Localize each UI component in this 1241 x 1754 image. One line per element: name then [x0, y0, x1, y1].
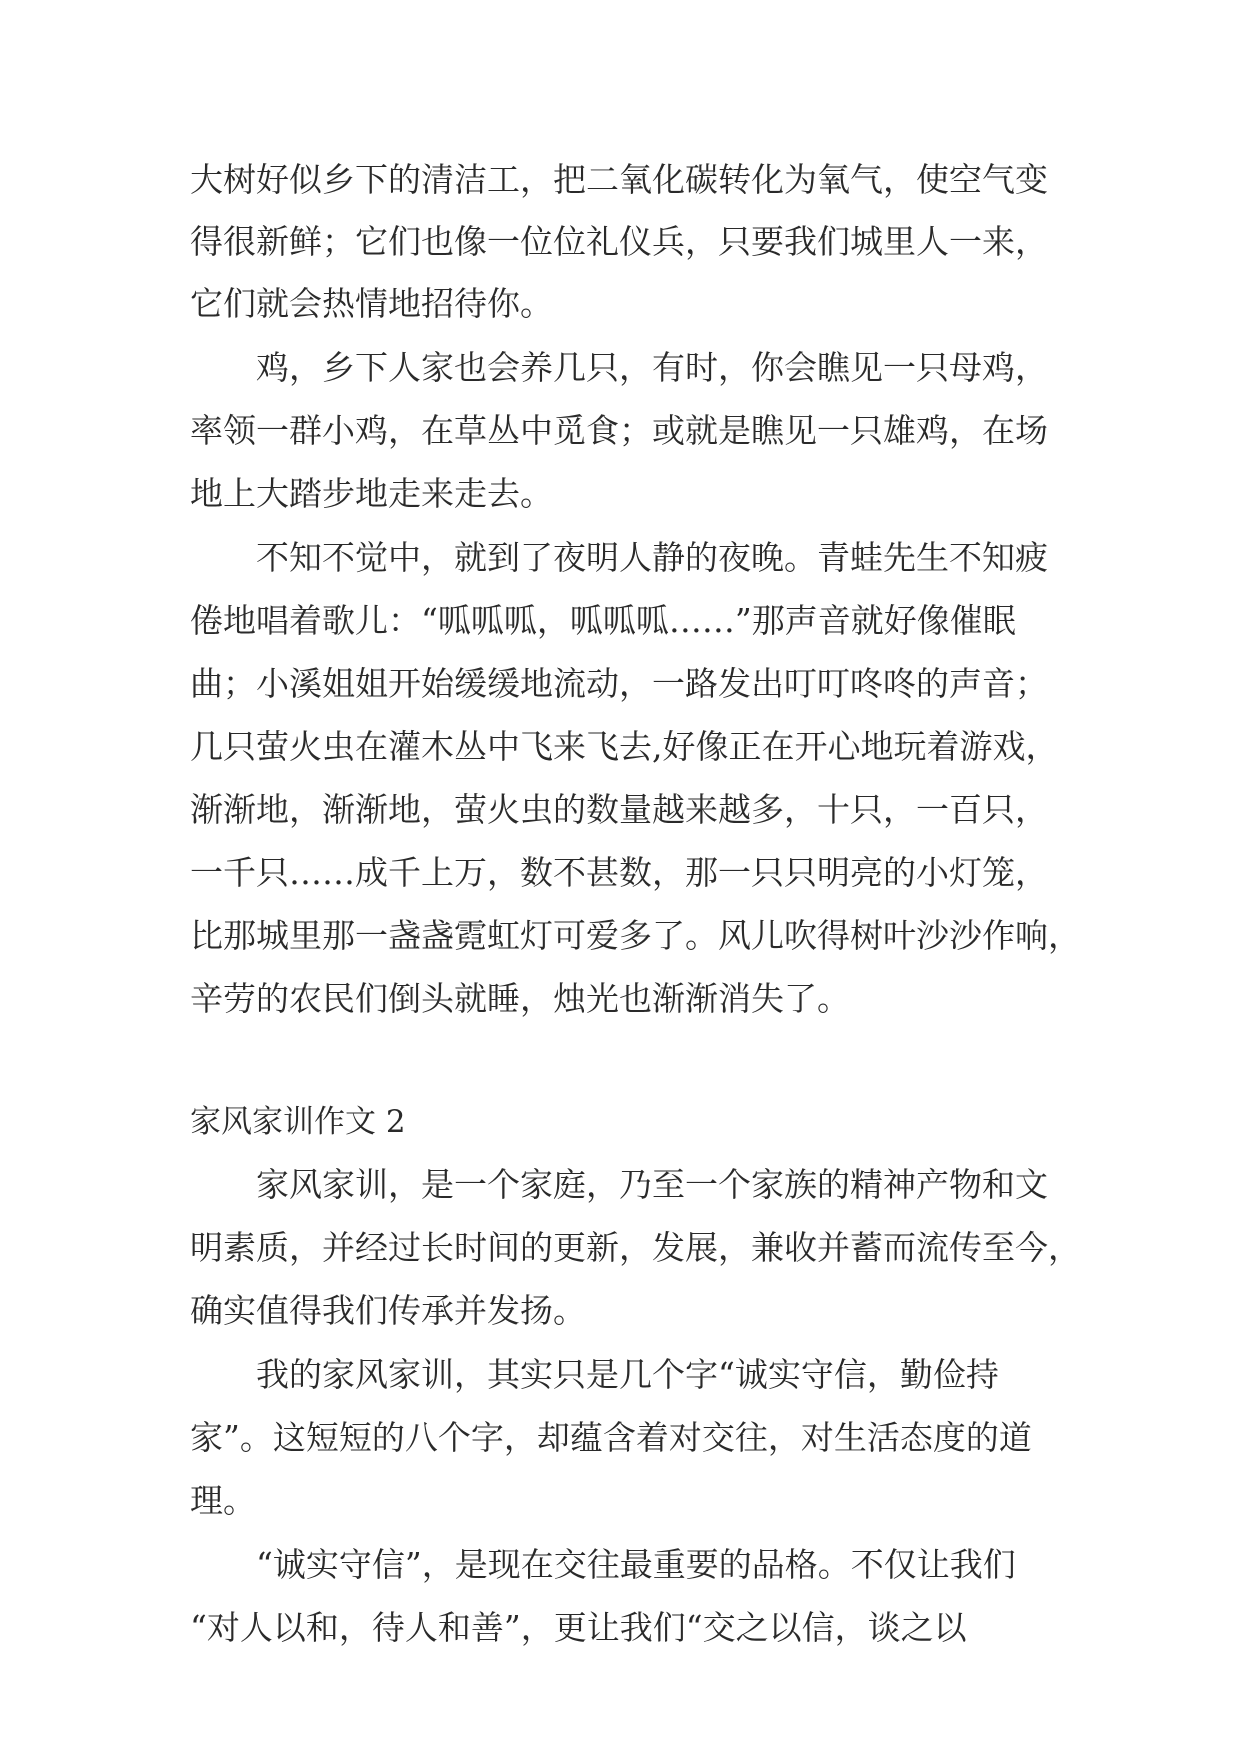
text-line: 倦地唱着歌儿：“呱呱呱，呱呱呱……”那声音就好像催眠 — [190, 601, 1016, 640]
text-line: 率领一群小鸡，在草丛中觅食；或就是瞧见一只雄鸡，在场 — [190, 411, 1048, 450]
text-line: 渐渐地，渐渐地，萤火虫的数量越来越多，十只，一百只， — [190, 790, 1048, 829]
text-line: “对人以和，待人和善”，更让我们“交之以信，谈之以 — [190, 1608, 967, 1647]
text-line: 比那城里那一盏盏霓虹灯可爱多了。风儿吹得树叶沙沙作响， — [190, 916, 1081, 955]
text-line: 得很新鲜；它们也像一位位礼仪兵，只要我们城里人一来， — [190, 222, 1048, 261]
text-line: 理。 — [190, 1481, 256, 1520]
text-line: 我的家风家训，其实只是几个字“诚实守信，勤俭持 — [256, 1355, 999, 1394]
text-line: 几只萤火虫在灌木丛中飞来飞去,好像正在开心地玩着游戏， — [190, 727, 1059, 766]
text-line: 家”。这短短的八个字，却蕴含着对交往，对生活态度的道 — [190, 1418, 1032, 1457]
text-line: 明素质，并经过长时间的更新，发展，兼收并蓄而流传至今， — [190, 1228, 1081, 1267]
text-line: 它们就会热情地招待你。 — [190, 284, 553, 323]
text-line: “诚实守信”，是现在交往最重要的品格。不仅让我们 — [256, 1545, 1016, 1584]
text-line: 鸡，乡下人家也会养几只，有时，你会瞧见一只母鸡， — [256, 348, 1048, 387]
section-title: 家风家训作文 2 — [190, 1104, 406, 1140]
text-line: 地上大踏步地走来走去。 — [190, 474, 553, 513]
text-line: 不知不觉中，就到了夜明人静的夜晚。青蛙先生不知疲 — [256, 538, 1048, 577]
text-line: 家风家训，是一个家庭，乃至一个家族的精神产物和文 — [256, 1165, 1048, 1204]
text-line: 曲；小溪姐姐开始缓缓地流动，一路发出叮叮咚咚的声音； — [190, 664, 1048, 703]
text-line: 大树好似乡下的清洁工，把二氧化碳转化为氧气，使空气变 — [190, 160, 1048, 199]
text-line: 辛劳的农民们倒头就睡，烛光也渐渐消失了。 — [190, 979, 850, 1018]
text-line: 确实值得我们传承并发扬。 — [190, 1291, 586, 1330]
text-line: 一千只……成千上万，数不甚数，那一只只明亮的小灯笼， — [190, 853, 1048, 892]
